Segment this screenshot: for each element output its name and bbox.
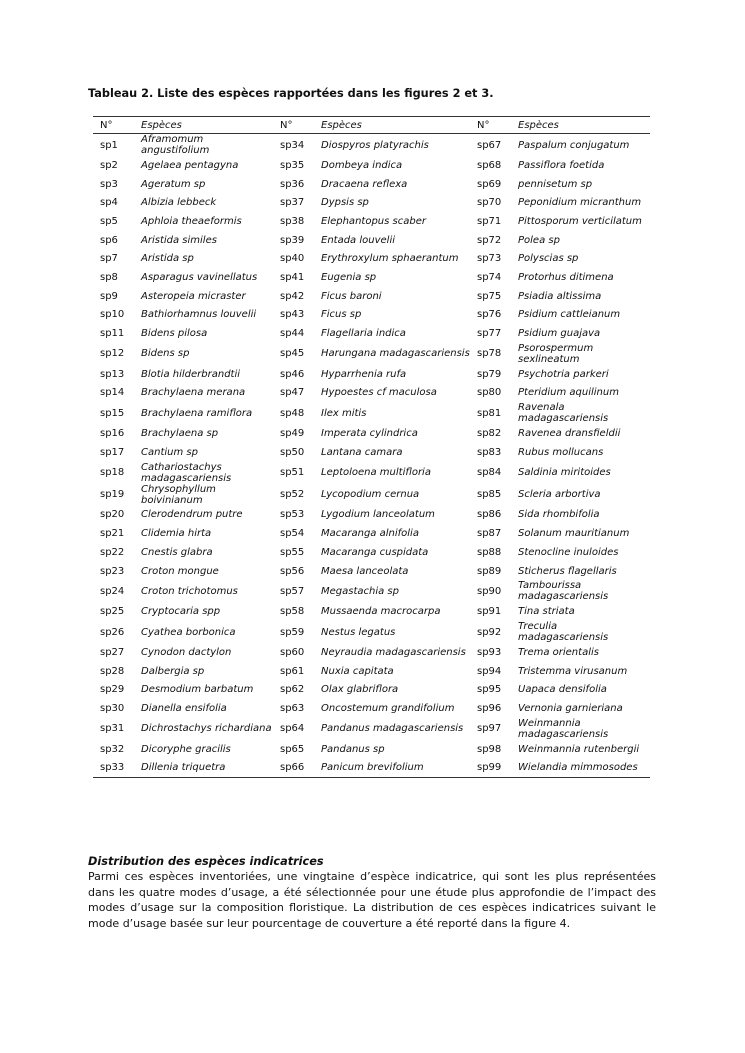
species-number-cell: sp20 — [100, 509, 125, 521]
species-number-cell: sp9 — [100, 290, 118, 302]
species-number-cell: sp21 — [100, 528, 125, 540]
species-name-cell: Elephantopus scaber — [321, 215, 426, 227]
table-row — [93, 759, 650, 778]
species-number-cell: sp35 — [280, 159, 305, 171]
species-name-cell: Cnestis glabra — [141, 546, 213, 558]
table-row — [93, 268, 650, 287]
species-number-cell: sp79 — [477, 368, 502, 380]
species-number-cell: sp55 — [280, 546, 305, 558]
species-name-cell: Ageratum sp — [141, 178, 206, 190]
species-number-cell: sp6 — [100, 234, 118, 246]
species-name-cell: Ilex mitis — [321, 407, 367, 419]
species-name-cell: Weinmannia rutenbergii — [518, 743, 640, 755]
species-name-cell: Bidens pilosa — [141, 328, 208, 340]
table-row — [93, 680, 650, 699]
species-name-cell: Brachylaena ramiflora — [141, 407, 253, 419]
table-row — [93, 424, 650, 443]
table-row — [93, 662, 650, 681]
species-name-cell: pennisetum sp — [518, 178, 593, 190]
species-number-cell: sp15 — [100, 407, 125, 419]
species-number-cell: sp63 — [280, 702, 305, 714]
species-number-cell: sp74 — [477, 271, 502, 283]
species-number-cell: sp22 — [100, 546, 125, 558]
species-name-cell: Weinmannia madagascariensis — [518, 717, 609, 740]
species-name-cell: Lygodium lanceolatum — [321, 509, 435, 521]
species-number-cell: sp76 — [477, 309, 502, 321]
header-species: Espèces — [314, 117, 470, 134]
species-name-cell: Lycopodium cernua — [321, 489, 420, 501]
species-number-cell: sp13 — [100, 368, 125, 380]
species-number-cell: sp89 — [477, 565, 502, 577]
species-name-cell: Psychotria parkeri — [518, 368, 609, 380]
species-number-cell: sp65 — [280, 743, 305, 755]
table-row — [93, 175, 650, 194]
species-name-cell: Dalbergia sp — [141, 665, 205, 677]
species-name-cell: Entada louvelii — [321, 234, 395, 246]
species-table-body — [93, 134, 650, 778]
species-name-cell: Megastachia sp — [321, 585, 399, 597]
species-number-cell: sp71 — [477, 215, 502, 227]
table-row — [93, 134, 650, 157]
species-name-cell: Solanum mauritianum — [518, 528, 630, 540]
species-name-cell: Sida rhombifolia — [518, 509, 600, 521]
table-row — [93, 156, 650, 175]
species-number-cell: sp3 — [100, 178, 118, 190]
species-name-cell: Lantana camara — [321, 446, 403, 458]
table-row — [93, 506, 650, 525]
species-number-cell: sp42 — [280, 290, 305, 302]
species-number-cell: sp66 — [273, 759, 314, 778]
species-number-cell: sp98 — [477, 743, 502, 755]
species-name-cell: Rubus mollucans — [518, 446, 604, 458]
species-number-cell: sp60 — [280, 646, 305, 658]
species-number-cell: sp67 — [477, 139, 502, 151]
table-row — [93, 699, 650, 718]
species-name-cell: Olax glabriflora — [321, 684, 399, 696]
species-name-cell: Stenocline inuloides — [518, 546, 619, 558]
species-number-cell: sp53 — [280, 509, 305, 521]
species-name-cell: Scleria arbortiva — [518, 489, 601, 501]
table-row — [93, 740, 650, 759]
species-name-cell: Erythroxylum sphaerantum — [321, 253, 459, 265]
species-number-cell: sp31 — [100, 723, 125, 735]
table-row — [93, 718, 650, 740]
species-name-cell: Chrysophyllum boivinianum — [141, 483, 216, 506]
table-caption: Tableau 2. Liste des espèces rapportées dans les figures 2 et 3. — [88, 87, 494, 100]
species-number-cell: sp40 — [280, 253, 305, 265]
species-name-cell: Cathariostachys madagascariensis — [141, 461, 232, 484]
species-name-cell: Dichrostachys richardiana — [141, 723, 272, 735]
table-row — [93, 443, 650, 462]
species-name-cell: Psiadia altissima — [518, 290, 602, 302]
table-row — [93, 324, 650, 343]
species-number-cell: sp16 — [100, 428, 125, 440]
species-name-cell: Pittosporum verticilatum — [518, 215, 642, 227]
species-number-cell: sp24 — [100, 585, 125, 597]
species-number-cell: sp39 — [280, 234, 305, 246]
species-name-cell: Dracaena reflexa — [321, 178, 408, 190]
species-name-cell: Asteropeia micraster — [141, 290, 246, 302]
species-name-cell: Asparagus vavinellatus — [141, 271, 258, 283]
species-number-cell: sp92 — [477, 626, 502, 638]
species-name-cell: Aphloia theaeformis — [141, 215, 242, 227]
species-number-cell: sp97 — [477, 723, 502, 735]
species-name-cell: Pteridium aquilinum — [518, 387, 619, 399]
species-number-cell: sp73 — [477, 253, 502, 265]
species-number-cell: sp56 — [280, 565, 305, 577]
table-row — [93, 580, 650, 602]
species-name-cell: Panicum brevifolium — [314, 759, 470, 778]
species-number-cell: sp23 — [100, 565, 125, 577]
species-name-cell: Macaranga alnifolia — [321, 528, 419, 540]
species-name-cell: Clerodendrum putre — [141, 509, 243, 521]
species-number-cell: sp18 — [100, 467, 125, 479]
species-name-cell: Clidemia hirta — [141, 528, 212, 540]
species-name-cell: Treculia madagascariensis — [518, 621, 609, 644]
species-number-cell: sp61 — [280, 665, 305, 677]
species-name-cell: Ficus sp — [321, 309, 362, 321]
species-name-cell: Desmodium barbatum — [141, 684, 254, 696]
table-row — [93, 462, 650, 484]
species-name-cell: Aristida sp — [141, 253, 194, 265]
species-number-cell: sp46 — [280, 368, 305, 380]
species-number-cell: sp29 — [100, 684, 125, 696]
species-name-cell: Cantium sp — [141, 446, 198, 458]
species-number-cell: sp5 — [100, 215, 118, 227]
species-name-cell: Vernonia garnieriana — [518, 702, 623, 714]
species-name-cell: Eugenia sp — [321, 271, 377, 283]
species-name-cell: Brachylaena merana — [141, 387, 246, 399]
table-row — [93, 543, 650, 562]
species-name-cell: Agelaea pentagyna — [141, 159, 239, 171]
table-header-row — [93, 117, 650, 134]
species-name-cell: Maesa lanceolata — [321, 565, 409, 577]
species-number-cell: sp88 — [477, 546, 502, 558]
species-number-cell: sp90 — [477, 585, 502, 597]
species-name-cell: Dombeya indica — [321, 159, 403, 171]
species-name-cell: Psorospermum sexlineatum — [518, 342, 594, 365]
species-number-cell: sp1 — [100, 139, 118, 151]
species-name-cell: Peponidium micranthum — [518, 197, 642, 209]
species-name-cell: Blotia hilderbrandtii — [141, 368, 241, 380]
section-paragraph: Parmi ces espèces inventoriées, une vingtaine d’espèce indicatrice, qui sont les plus représentées dans les quatre modes d’usage, a été sélectionnée pour une étude plus approfondie de l’impact des modes d’usage sur la composition floristique. La distribution de ces espèces indicatrices suivant le mode d’usage basée sur leur pourcentage de couverture a été reporté dans la figure 4. — [88, 870, 656, 930]
species-number-cell: sp28 — [100, 665, 125, 677]
species-name-cell: Bidens sp — [141, 348, 190, 360]
species-number-cell: sp80 — [477, 387, 502, 399]
species-name-cell: Neyraudia madagascariensis — [321, 646, 466, 658]
species-number-cell: sp54 — [280, 528, 305, 540]
species-number-cell: sp58 — [280, 606, 305, 618]
species-number-cell: sp12 — [100, 348, 125, 360]
species-number-cell: sp81 — [477, 407, 502, 419]
species-name-cell: Tina striata — [518, 606, 575, 618]
table-row — [93, 193, 650, 212]
species-name-cell: Polea sp — [518, 234, 560, 246]
species-name-cell: Diospyros platyrachis — [321, 139, 429, 151]
species-number-cell: sp17 — [100, 446, 125, 458]
species-number-cell: sp33 — [93, 759, 134, 778]
species-name-cell: Oncostemum grandifolium — [321, 702, 455, 714]
species-number-cell: sp36 — [280, 178, 305, 190]
species-name-cell: Imperata cylindrica — [321, 428, 418, 440]
table-row — [93, 484, 650, 506]
species-name-cell: Saldinia miritoides — [518, 467, 611, 479]
species-name-cell: Dypsis sp — [321, 197, 369, 209]
table-row — [93, 402, 650, 424]
species-name-cell: Macaranga cuspidata — [321, 546, 429, 558]
section-title: Distribution des espèces indicatrices — [88, 855, 324, 868]
species-name-cell: Mussaenda macrocarpa — [321, 606, 441, 618]
species-name-cell: Croton trichotomus — [141, 585, 238, 597]
table-row — [93, 212, 650, 231]
species-number-cell: sp8 — [100, 271, 118, 283]
species-number-cell: sp37 — [280, 197, 305, 209]
species-name-cell: Dillenia triquetra — [134, 759, 273, 778]
species-name-cell: Brachylaena sp — [141, 428, 219, 440]
species-number-cell: sp30 — [100, 702, 125, 714]
species-number-cell: sp51 — [280, 467, 305, 479]
species-number-cell: sp91 — [477, 606, 502, 618]
header-number: N° — [273, 117, 314, 134]
species-name-cell: Hyparrhenia rufa — [321, 368, 407, 380]
species-number-cell: sp84 — [477, 467, 502, 479]
species-name-cell: Cynodon dactylon — [141, 646, 232, 658]
species-table — [93, 116, 650, 778]
table-row — [93, 384, 650, 403]
species-number-cell: sp95 — [477, 684, 502, 696]
species-number-cell: sp64 — [280, 723, 305, 735]
species-number-cell: sp57 — [280, 585, 305, 597]
table-row — [93, 562, 650, 581]
species-name-cell: Ravenala madagascariensis — [518, 402, 609, 425]
species-name-cell: Dianella ensifolia — [141, 702, 227, 714]
table-row — [93, 287, 650, 306]
species-number-cell: sp94 — [477, 665, 502, 677]
species-number-cell: sp70 — [477, 197, 502, 209]
header-species: Espèces — [134, 117, 273, 134]
species-number-cell: sp38 — [280, 215, 305, 227]
species-name-cell: Croton mongue — [141, 565, 219, 577]
species-name-cell: Ficus baroni — [321, 290, 382, 302]
species-name-cell: Trema orientalis — [518, 646, 599, 658]
species-name-cell: Nuxia capitata — [321, 665, 394, 677]
species-name-cell: Passiflora foetida — [518, 159, 605, 171]
species-name-cell: Pandanus madagascariensis — [321, 723, 464, 735]
species-number-cell: sp10 — [100, 309, 125, 321]
species-number-cell: sp26 — [100, 626, 125, 638]
species-number-cell: sp50 — [280, 446, 305, 458]
species-name-cell: Protorhus ditimena — [518, 271, 614, 283]
species-name-cell: Hypoestes cf maculosa — [321, 387, 437, 399]
species-number-cell: sp78 — [477, 348, 502, 360]
species-number-cell: sp99 — [470, 759, 511, 778]
species-number-cell: sp2 — [100, 159, 118, 171]
species-name-cell: Cyathea borbonica — [141, 626, 236, 638]
table-row — [93, 231, 650, 250]
species-number-cell: sp43 — [280, 309, 305, 321]
species-name-cell: Psidium guajava — [518, 328, 601, 340]
species-number-cell: sp59 — [280, 626, 305, 638]
species-name-cell: Leptoloena multifloria — [321, 467, 431, 479]
species-name-cell: Pandanus sp — [321, 743, 385, 755]
species-number-cell: sp27 — [100, 646, 125, 658]
species-number-cell: sp86 — [477, 509, 502, 521]
species-number-cell: sp69 — [477, 178, 502, 190]
species-number-cell: sp14 — [100, 387, 125, 399]
species-name-cell: Aframomum angustifolium — [141, 134, 210, 156]
header-species: Espèces — [511, 117, 650, 134]
species-name-cell: Cryptocaria spp — [141, 606, 221, 618]
table-row — [93, 306, 650, 325]
species-number-cell: sp32 — [100, 743, 125, 755]
species-number-cell: sp93 — [477, 646, 502, 658]
species-number-cell: sp45 — [280, 348, 305, 360]
species-name-cell: Harungana madagascariensis — [321, 348, 470, 360]
species-number-cell: sp47 — [280, 387, 305, 399]
table-row — [93, 621, 650, 643]
table-row — [93, 602, 650, 621]
header-number: N° — [93, 117, 134, 134]
species-number-cell: sp82 — [477, 428, 502, 440]
species-name-cell: Uapaca densifolia — [518, 684, 607, 696]
species-number-cell: sp83 — [477, 446, 502, 458]
species-number-cell: sp25 — [100, 606, 125, 618]
species-number-cell: sp19 — [100, 489, 125, 501]
species-name-cell: Dicoryphe gracilis — [141, 743, 231, 755]
header-number: N° — [470, 117, 511, 134]
species-number-cell: sp7 — [100, 253, 118, 265]
table-row — [93, 524, 650, 543]
species-number-cell: sp87 — [477, 528, 502, 540]
species-number-cell: sp4 — [100, 197, 118, 209]
species-number-cell: sp96 — [477, 702, 502, 714]
species-number-cell: sp49 — [280, 428, 305, 440]
species-number-cell: sp52 — [280, 489, 305, 501]
species-number-cell: sp48 — [280, 407, 305, 419]
table-row — [93, 249, 650, 268]
species-number-cell: sp34 — [280, 139, 305, 151]
table-row — [93, 643, 650, 662]
species-name-cell: Tambourissa madagascariensis — [518, 580, 609, 603]
species-name-cell: Albizia lebbeck — [141, 197, 217, 209]
species-name-cell: Paspalum conjugatum — [518, 139, 630, 151]
species-name-cell: Wielandia mimmosodes — [511, 759, 650, 778]
species-name-cell: Aristida similes — [141, 234, 217, 246]
species-name-cell: Polyscias sp — [518, 253, 579, 265]
species-number-cell: sp41 — [280, 271, 305, 283]
species-number-cell: sp75 — [477, 290, 502, 302]
table-row — [93, 365, 650, 384]
species-number-cell: sp72 — [477, 234, 502, 246]
species-name-cell: Tristemma virusanum — [518, 665, 628, 677]
species-number-cell: sp44 — [280, 328, 305, 340]
species-number-cell: sp77 — [477, 328, 502, 340]
species-number-cell: sp11 — [100, 328, 125, 340]
species-number-cell: sp62 — [280, 684, 305, 696]
species-number-cell: sp85 — [477, 489, 502, 501]
species-name-cell: Psidium cattleianum — [518, 309, 621, 321]
table-row — [93, 343, 650, 365]
species-name-cell: Bathiorhamnus louvelii — [141, 309, 257, 321]
species-name-cell: Ravenea dransfieldii — [518, 428, 621, 440]
species-name-cell: Nestus legatus — [321, 626, 396, 638]
species-number-cell: sp68 — [477, 159, 502, 171]
species-name-cell: Flagellaria indica — [321, 328, 406, 340]
species-name-cell: Sticherus flagellaris — [518, 565, 617, 577]
